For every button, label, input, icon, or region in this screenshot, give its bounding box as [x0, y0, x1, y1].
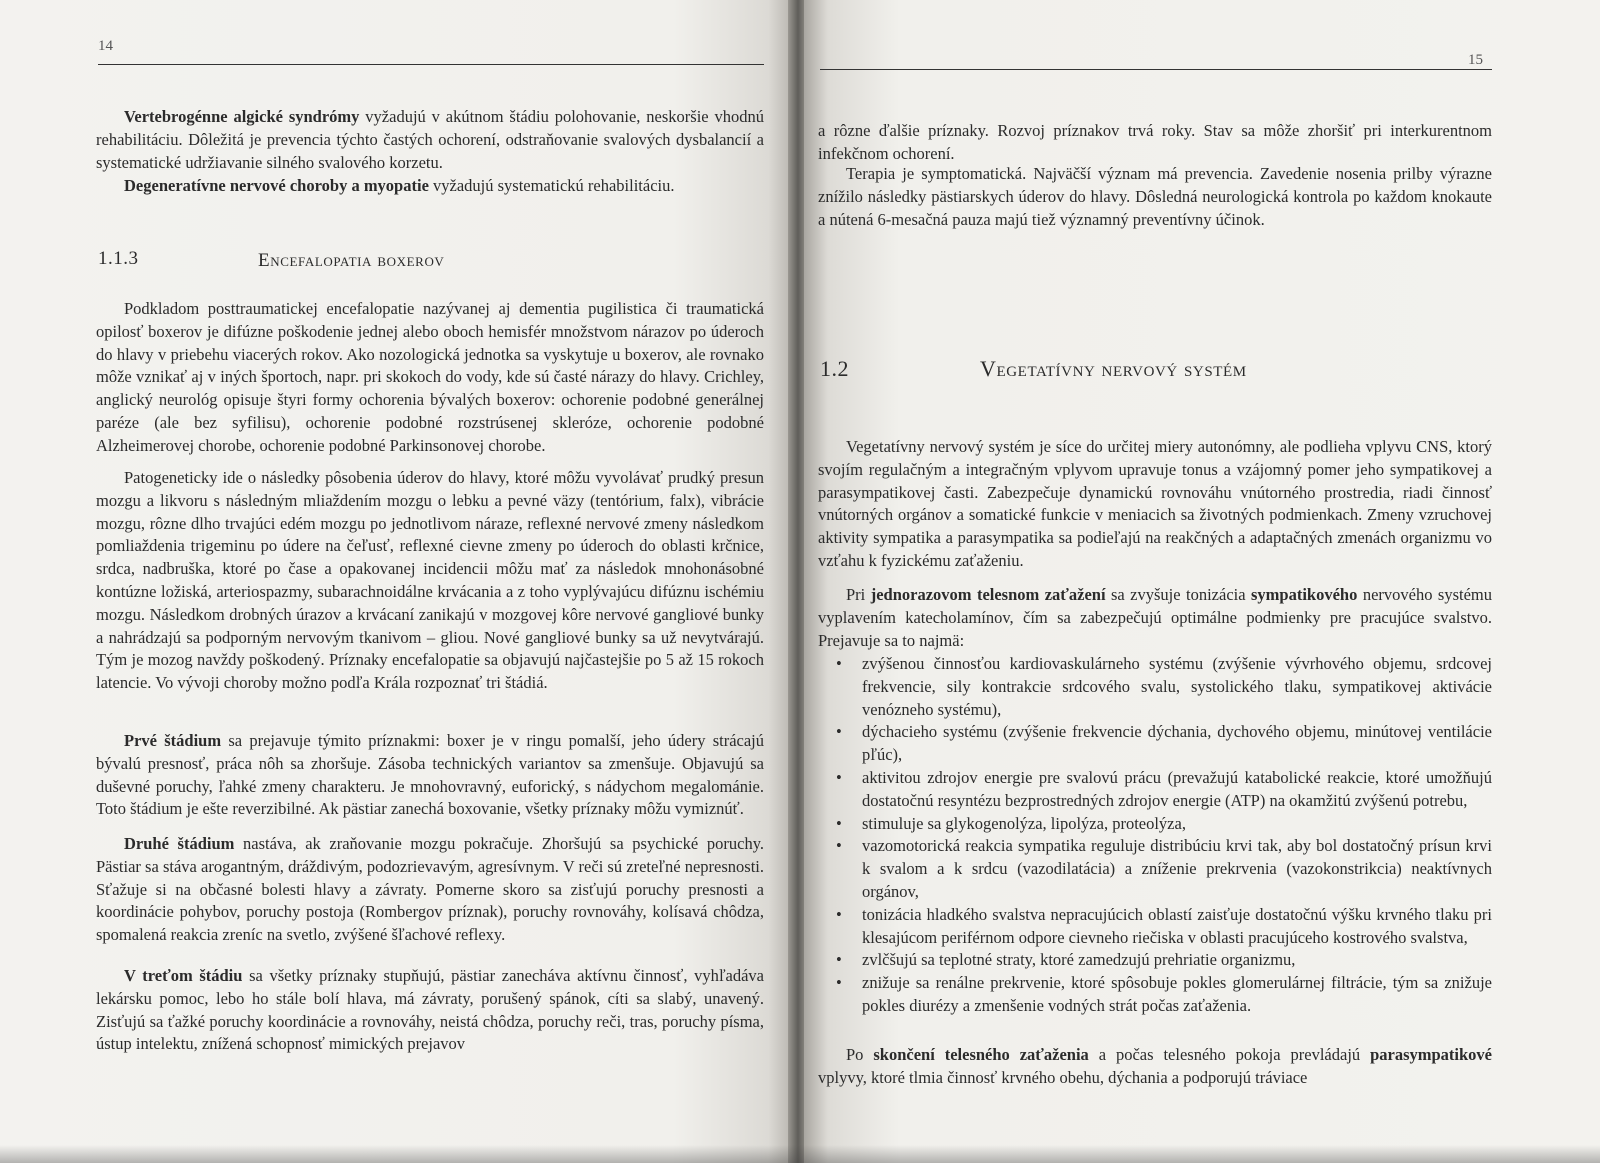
text-run: Pri [846, 585, 871, 604]
list-item-text: stimuluje sa glykogenolýza, lipolýza, proteolýza, [862, 813, 1186, 833]
list-item [832, 949, 1492, 972]
page-number: 15 [1468, 52, 1483, 68]
text-run: sa všetky príznaky stupňujú, pästiar zanecháva aktívnu činnosť, vyhľadáva lekársku pomoc, lebo ho stále bolí hlava, má závraty, porušený spánok, cíti sa slabý, unavený. Zisťujú sa ťažké poruchy koordinácie a rovnováhy, neistá chôdza, poruchy reči, tras, poruchy písma, ústup intelektu, znížená schopnosť mimických prejavov [96, 966, 765, 1054]
paragraph-vertebrogenne [96, 106, 764, 174]
list-item [832, 721, 1492, 767]
paragraph-vegetativny: Vegetatívny nervový systém je síce do určitej miery autonómny, ale podlieha vplyvu CNS, ktorý svojím regulačným a integračným vplyvom upravuje tonus a vzájomný pomer jeho sympatikovej a parasympatikovej časti. Zabezpečuje dynamickú rovnováhu vnútorného prostredia, riadi činnosť vnútorných orgánov a somatické funkcie v meniacich sa životných podmienkach. Zmeny vzruchovej aktivity sympatika a parasympatika sa podieľajú na reakčných a adaptačných zmenách organizmu vo vzťahu k fyzickému zaťaženiu. [818, 437, 1492, 570]
bullet-icon: • [836, 836, 842, 856]
text-run: sa zvyšuje tonizácia [1105, 585, 1252, 604]
paragraph-po-skonceni [818, 1044, 1492, 1090]
bullet-icon: • [836, 904, 842, 924]
text-run: a počas telesného pokoja prevládajú [1088, 1045, 1371, 1064]
bullet-icon: • [836, 950, 842, 970]
section-title: Encefalopatia boxerov [258, 250, 445, 271]
bullet-icon: • [836, 813, 842, 833]
bold-term: sympatikového [1251, 585, 1358, 604]
paragraph-druhe-stadium [96, 833, 764, 947]
effects-list [832, 653, 1492, 1018]
text-run: vyžadujú v akútnom štádiu polohovanie, neskoršie vhodnú rehabilitáciu. Dôležitá je prevencia týchto častých ochorení, odstraňovanie svalových dysbalancií a systematické udržiavanie silného svalového korzetu. [96, 107, 764, 172]
text-run: nastáva, ak zraňovanie mozgu pokračuje. Zhoršujú sa psychické poruchy. Pästiar sa stáva arogantným, dráždivým, podozrievavým, agresívnym. V reči sú zreteľné nepresnosti. Sťažuje si na občasné bolesti hlavy a závraty. Pomerne skoro sa zisťujú poruchy presnosti a koordinácie pohybov, poruchy postoja (Rombergov príznak), poruchy rovnováhy, kolísavá chôdza, spomalená reakcia zreníc na svetlo, zvýšené šľachové reflexy. [96, 834, 764, 945]
bold-term: Degeneratívne nervové choroby a myopatie [124, 176, 429, 195]
list-item-text: zvlčšujú sa teplotné straty, ktoré zamedzujú prehriatie organizmu, [862, 950, 1296, 970]
bold-term: skončení telesného zaťaženia [873, 1045, 1089, 1064]
list-item-text: zvýšenou činnosťou kardiovaskulárneho systému (zvýšenie vývrhového objemu, srdcovej frekvencie, sily kontrakcie srdcového svalu, systolického tlaku, sympatikovej aktivácie venózneho systému), [862, 654, 1492, 719]
bullet-icon: • [836, 654, 842, 673]
bold-term: Druhé štádium [124, 834, 235, 853]
right-page [804, 0, 1600, 1163]
section-number: 1.1.3 [98, 248, 139, 269]
bullet-icon: • [836, 722, 842, 742]
text-run: vplyvy, ktoré tlmia činnosť krvného obehu, dýchania a podporujú tráviace [818, 1067, 1308, 1087]
section-number: 1.2 [820, 356, 849, 381]
list-item-text: aktivitou zdrojov energie pre svalovú prácu (prevažujú katabolické reakcie, ktoré umožňujú dostatočnú resyntézu bezprostredných zdrojov energie (ATP) na okamžitú zvýšenú potrebu, [862, 767, 1492, 810]
section-title: Vegetatívny nervový systém [980, 356, 1247, 381]
header-rule [820, 69, 1492, 70]
list-item [832, 653, 1492, 721]
header-rule [98, 64, 764, 65]
bold-term: Prvé štádium [124, 731, 222, 750]
bullet-icon: • [836, 973, 842, 993]
list-item [832, 835, 1492, 903]
bullet-icon: • [836, 767, 842, 787]
paragraph-jednorazove-zatazenie [818, 584, 1492, 652]
paragraph-prve-stadium [96, 730, 764, 821]
text-run: nervového systému vyplavením katecholamínov, čím sa zabezpečujú optimálne podmienky pre pracujúce svalstvo. Prejavuje sa to najmä: [818, 585, 1492, 650]
list-item [832, 767, 1492, 813]
page-number: 14 [98, 38, 113, 54]
paragraph-patogeneticky: Patogeneticky ide o následky pôsobenia úderov do hlavy, ktoré môžu vyvolávať prudký presun mozgu a likvoru s následným mliaždením mozgu o lebku a pevné väzy (tentórium, falx), vibrácie mozgu, rôzne dlho trvajúci edém mozgu po jednotlivom náraze, reflexné nervové zmeny následkom pomliaždenia trigeminu po údere na čeľusť, reflexné cievne zmeny po úderoch do oblasti krčnice, srdca, nadbruška, ktoré po čase a opakovanej incidencii môžu mať za následok mnohonásobné kontúzne ložiská, arteriospazmy, subarachnoidálne krvácania a z toho vyplývajúcu difúznu ischémiu mozgu. Následkom drobných úrazov a krvácaní zanikajú v mozgovej kôre nervové gangliové bunky a nahrádzajú sa podporným nervovým tkanivom – gliou. Nové gangliové bunky sa už nevytvárajú. Tým je mozog navždy poškodený. Príznaky encefalopatie sa objavujú najčastejšie po 5 až 15 rokoch latencie. Vo vývoji choroby možno podľa Krála rozpoznať tri štádiá. [96, 468, 764, 693]
list-item-text: znižuje sa renálne prekrvenie, ktoré spôsobuje pokles glomerulárnej filtrácie, tým sa znižuje pokles diurézy a zmenšenie vodných strát počas zaťaženia. [862, 973, 1492, 1015]
list-item-text: dýchacieho systému (zvýšenie frekvencie dýchania, dychového objemu, minútovej ventilácie pľúc), [862, 722, 1492, 765]
text-run: sa prejavuje týmito príznakmi: boxer je v ringu pomalší, jeho údery strácajú bývalú presnosť, práca nôh sa zhoršuje. Zásoba technických variantov sa zmenšuje. Objavujú sa duševné poruchy, ľahké zmeny charakteru. Je mnohovravný, euforický, s nádychom megalománie. Toto štádium je ešte reverzibilné. Ak pästiar zanechá boxovanie, všetky príznaky môžu vymiznúť. [96, 731, 764, 819]
page-bottom-shadow [0, 1145, 1600, 1163]
list-item [832, 972, 1492, 1018]
bold-term: parasympatikové [1370, 1045, 1492, 1064]
text-run: Po [846, 1045, 874, 1064]
bold-term: jednorazovom telesnom zaťažení [870, 585, 1106, 604]
paragraph-continuation: a rôzne ďalšie príznaky. Rozvoj príznakov trvá roky. Stav sa môže zhoršiť pri interkurentnom infekčnom ochorení. [818, 121, 1492, 163]
left-page [0, 0, 792, 1163]
paragraph-degenerativne [96, 175, 764, 198]
bold-term: Vertebrogénne algické syndrómy [124, 107, 360, 126]
paragraph-tretie-stadium [96, 965, 764, 1056]
list-item-text: tonizácia hladkého svalstva nepracujúcich oblastí zaisťuje dostatočnú výšku krvného tlaku pri klesajúcom periférnom odpore cievneho riečiska v oblasti pracujúceho kostrového svalstva, [862, 904, 1492, 947]
list-item-text: vazomotorická reakcia sympatika reguluje distribúciu krvi tak, aby bol dostatočný prísun krvi k svalom a k srdcu (vazodilatácia) a zníženie prekrvenia (vazokonstrikcia) neaktívnych orgánov, [862, 836, 1492, 901]
bold-term: V treťom štádiu [124, 966, 243, 985]
paragraph-podkladom: Podkladom posttraumatickej encefalopatie nazývanej aj dementia pugilistica či traumatická opilosť boxerov je difúzne poškodenie jednej alebo oboch hemisfér množstvom nárazov po úderoch do hlavy v priebehu viacerých rokov. Ako nozologická jednotka sa vyskytuje u boxerov, ale rovnako môže vznikať aj v iných športoch, napr. pri skokoch do vody, kde sú časté nárazy do hlavy. Crichley, anglický neurológ opisuje štyri formy ochorenia bývalých boxerov: ochorenie podobné generálnej paréze (ale bez syfilisu), ochorenie podobné rozstrúsenej skleróze, ochorenie podobné Alzheimerovej chorobe, ochorenie podobné Parkinsonovej chorobe. [96, 299, 764, 455]
list-item [832, 813, 1492, 836]
text-run: vyžadujú systematickú rehabilitáciu. [428, 176, 675, 195]
list-item [832, 904, 1492, 950]
paragraph-terapia: Terapia je symptomatická. Najväčší význam má prevencia. Zavedenie nosenia prilby výrazne znížilo následky pästiarskych úderov do hlavy. Dôsledná neurologická kontrola po každom knokaute a nútená 6-mesačná pauza majú tiež významný preventívny účinok. [818, 164, 1492, 229]
